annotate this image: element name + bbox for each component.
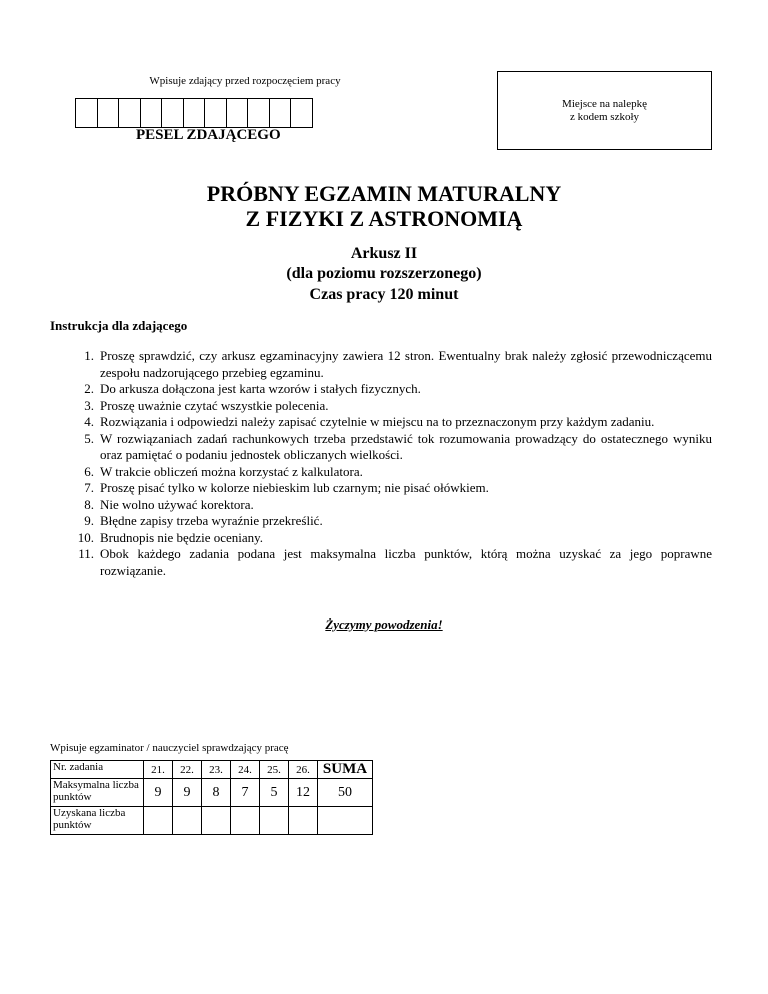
task-number-label: Nr. zadania xyxy=(51,761,144,779)
pesel-digit-cell[interactable] xyxy=(205,99,227,127)
table-row xyxy=(51,807,373,835)
obtained-points-label: Uzyskana liczba punktów xyxy=(51,807,144,835)
sticker-line-2: z kodem szkoły xyxy=(569,110,640,123)
task-number: 25. xyxy=(260,761,289,779)
instruction-item: 11. Obok każdego zadania podana jest maksymalna liczba punktów, którą można uzyskać za jego poprawne rozwiązanie. xyxy=(78,546,712,578)
pesel-digit-cell[interactable] xyxy=(76,99,98,127)
max-points-sum: 50 xyxy=(318,779,373,807)
max-points-cell: 7 xyxy=(231,779,260,807)
instruction-item: 8. Nie wolno używać korektora. xyxy=(84,496,254,512)
table-row xyxy=(51,761,373,779)
obtained-points-cell[interactable] xyxy=(260,807,289,835)
instruction-item: 5. W rozwiązaniach zadań rachunkowych trzeba przedstawić tok rozumowania prowadzący do ostatecznego wyniku oraz pamiętać o podaniu jednostek obliczanych wielkości. xyxy=(84,430,712,462)
task-number: 21. xyxy=(144,761,173,779)
instruction-item: 6. W trakcie obliczeń można korzystać z kalkulatora. xyxy=(84,463,363,479)
task-number: 22. xyxy=(173,761,202,779)
instruction-item: 1. Proszę sprawdzić, czy arkusz egzaminacyjny zawiera 12 stron. Ewentualny brak należy zgłosić przewodniczącemu zespołu nadzorującego przebieg egzaminu. xyxy=(84,348,712,380)
pesel-digit-cell[interactable] xyxy=(291,99,313,127)
good-luck-message: Życzymy powodzenia! xyxy=(325,617,443,632)
exam-title-line-1: PRÓBNY EGZAMIN MATURALNY xyxy=(206,181,562,206)
pesel-label: PESEL ZDAJĄCEGO xyxy=(136,127,281,143)
pesel-digit-cell[interactable] xyxy=(162,99,184,127)
sum-header: SUMA xyxy=(318,761,373,779)
instructions-list xyxy=(50,348,712,579)
instruction-item: 4. Rozwiązania i odpowiedzi należy zapisać czytelnie w miejscu na to przeznaczonym przy każdym zadaniu. xyxy=(84,414,655,429)
pesel-instruction-note: Wpisuje zdający przed rozpoczęciem pracy xyxy=(149,75,341,87)
sheet-number: Arkusz II xyxy=(350,245,418,262)
instruction-item: 2. Do arkusza dołączona jest karta wzorów i stałych fizycznych. xyxy=(84,381,421,396)
pesel-digit-cell[interactable] xyxy=(270,99,292,127)
obtained-points-cell[interactable] xyxy=(289,807,318,835)
max-points-cell: 12 xyxy=(289,779,318,807)
grader-instruction-note: Wpisuje egzaminator / nauczyciel sprawdzający pracę xyxy=(50,742,289,754)
pesel-digit-cell[interactable] xyxy=(119,99,141,127)
pesel-input-grid[interactable] xyxy=(75,98,313,128)
instructions-heading: Instrukcja dla zdającego xyxy=(50,318,188,333)
task-number: 23. xyxy=(202,761,231,779)
obtained-points-cell[interactable] xyxy=(202,807,231,835)
task-number: 24. xyxy=(231,761,260,779)
obtained-points-cell[interactable] xyxy=(173,807,202,835)
max-points-label: Maksymalna liczba punktów xyxy=(51,779,144,807)
task-number: 26. xyxy=(289,761,318,779)
max-points-cell: 5 xyxy=(260,779,289,807)
max-points-cell: 9 xyxy=(173,779,202,807)
table-row xyxy=(51,779,373,807)
max-points-cell: 9 xyxy=(144,779,173,807)
sticker-line-1: Miejsce na nalepkę xyxy=(562,97,647,110)
instruction-item: 3. Proszę uważnie czytać wszystkie polecenia. xyxy=(84,397,329,413)
pesel-digit-cell[interactable] xyxy=(248,99,270,127)
score-table xyxy=(50,760,373,835)
instruction-item: 10. Brudnopis nie będzie oceniany. xyxy=(77,529,264,545)
pesel-digit-cell[interactable] xyxy=(227,99,249,127)
obtained-points-sum[interactable] xyxy=(318,807,373,835)
exam-duration: Czas pracy 120 minut xyxy=(309,286,459,303)
pesel-digit-cell[interactable] xyxy=(141,99,163,127)
max-points-cell: 8 xyxy=(202,779,231,807)
obtained-points-cell[interactable] xyxy=(144,807,173,835)
exam-level: (dla poziomu rozszerzonego) xyxy=(286,265,482,282)
school-sticker-box xyxy=(497,71,712,150)
exam-title-line-2: Z FIZYKI Z ASTRONOMIĄ xyxy=(245,206,523,231)
instruction-item: 9. Błędne zapisy trzeba wyraźnie przekreślić. xyxy=(84,513,323,528)
pesel-digit-cell[interactable] xyxy=(184,99,206,127)
pesel-digit-cell[interactable] xyxy=(98,99,120,127)
instruction-item: 7. Proszę pisać tylko w kolorze niebieskim lub czarnym; nie pisać ołówkiem. xyxy=(84,480,489,495)
obtained-points-cell[interactable] xyxy=(231,807,260,835)
